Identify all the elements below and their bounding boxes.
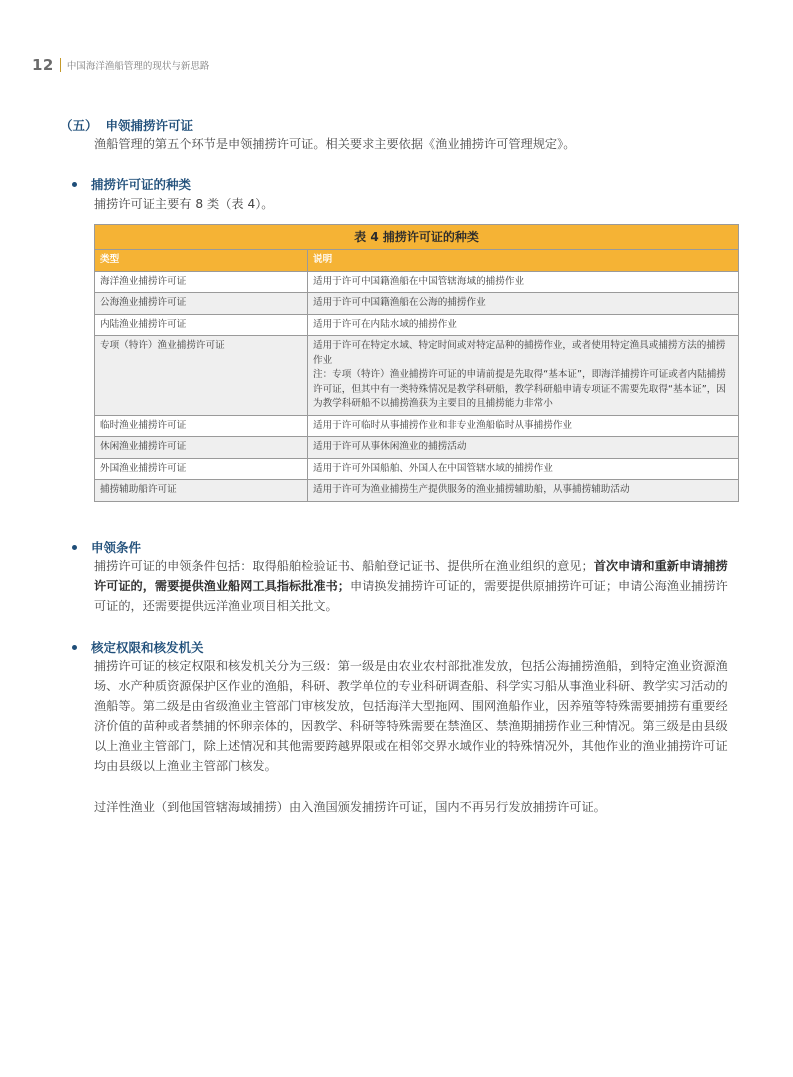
table-cell-note: 注：专项（特许）渔业捕捞许可证的申请前提是先取得“基本证”，即海洋捕捞许可证或者内陆捕捞许可证，但其中有一类特殊情况是教学科研船，教学科研船申请专项证不需要先取得“基本证”，因为教学科研船不以捕捞渔获为主要目的且捕捞能力非常小 — [313, 369, 726, 409]
bullet-dot-icon — [72, 645, 77, 650]
bullet-dot-icon — [72, 182, 77, 187]
page-header — [32, 56, 209, 74]
bullet-conditions — [72, 538, 141, 556]
table-row — [95, 459, 738, 481]
table-header-type: 类型 — [95, 250, 308, 271]
table-cell-desc: 适用于许可临时从事捕捞作业和非专业渔船临时从事捕捞作业 — [313, 419, 573, 431]
conditions-text — [94, 556, 739, 616]
table-cell-desc: 适用于许可为渔业捕捞生产提供服务的渔业捕捞辅助船，从事捕捞辅助活动 — [313, 484, 630, 495]
table-cell-type: 公海渔业捕捞许可证 — [95, 293, 308, 314]
table-cell-type: 临时渔业捕捞许可证 — [95, 416, 308, 437]
table-cell-desc: 适用于许可外国船舶、外国人在中国管辖水域的捕捞作业 — [313, 462, 553, 474]
conditions-text-b: 申请换发捕捞许可证的，需要提供原捕捞许可证；申请公海渔业捕捞许可证的，还需要提供远洋渔业项目相关批文。 — [94, 579, 728, 613]
bullet-dot-icon — [72, 545, 77, 550]
types-text: 捕捞许可证主要有 8 类（表 4）。 — [94, 197, 274, 211]
table-cell-type: 内陆渔业捕捞许可证 — [95, 315, 308, 336]
header-divider — [60, 58, 61, 72]
types-heading: 捕捞许可证的种类 — [91, 177, 192, 192]
license-types-table — [94, 224, 739, 502]
bullet-authority — [72, 638, 204, 656]
table-cell-desc: 适用于许可中国籍渔船在公海的捕捞作业 — [313, 297, 486, 308]
conditions-text-bold: 首次申请和重新申请捕捞许可证的，需要提供渔业船网工具指标批准书； — [94, 559, 728, 593]
table-cell-desc: 适用于许可从事休闲渔业的捕捞活动 — [313, 441, 467, 452]
table-cell-desc: 适用于许可在内陆水域的捕捞作业 — [313, 318, 457, 330]
section-title: 申领捕捞许可证 — [105, 118, 194, 133]
table-caption: 表 4 捕捞许可证的种类 — [95, 225, 738, 250]
authority-text: 捕捞许可证的核定权限和核发机关分为三级：第一级是由农业农村部批准发放，包括公海捕捞渔船，到特定渔业资源渔场、水产种质资源保护区作业的渔船，科研、教学单位的专业科研调查船、科学实习船从事渔业科研、教学实习活动的渔船等。第二级是由省级渔业主管部门审核发放，包括海洋大型拖网、围网渔船作业，因养殖等特殊需要捕捞有重要经济价值的苗种或者禁捕的怀卵亲体的，因教学、科研等特殊需要在禁渔区、禁渔期捕捞作业三种情况。第三级是由县级以上渔业主管部门，除上述情况和其他需要跨越界限或在相邻交界水域作业的特殊情况外，其他作业的渔业捕捞许可证均由县级以上渔业主管部门核发。 — [94, 659, 728, 773]
conditions-heading: 申领条件 — [91, 540, 142, 555]
section-heading — [60, 116, 193, 134]
table-row — [95, 416, 738, 438]
authority-closing: 过洋性渔业（到他国管辖海域捕捞）由入渔国颁发捕捞许可证，国内不再另行发放捕捞许可证。 — [94, 800, 606, 814]
running-title: 中国海洋渔船管理的现状与新思路 — [66, 61, 210, 72]
table-row — [95, 336, 738, 416]
table-cell-desc-main: 适用于许可在特定水域、特定时间或对特定品种的捕捞作业，或者使用特定渔具或捕捞方法的捕捞作业 — [313, 340, 726, 366]
table-row — [95, 272, 738, 294]
authority-heading: 核定权限和核发机关 — [91, 640, 204, 655]
table-cell-type: 专项（特许）渔业捕捞许可证 — [95, 336, 308, 415]
section-intro: 渔船管理的第五个环节是申领捕捞许可证。相关要求主要依据《渔业捕捞许可管理规定》。 — [94, 137, 576, 151]
page-number: 12 — [32, 56, 54, 74]
table-cell-desc: 适用于许可中国籍渔船在中国管辖海域的捕捞作业 — [313, 275, 525, 287]
conditions-text-a: 捕捞许可证的申领条件包括：取得船舶检验证书、船舶登记证书、提供所在渔业组织的意见； — [94, 559, 594, 573]
table-row — [95, 315, 738, 337]
table-row — [95, 293, 738, 315]
table-row — [95, 480, 738, 501]
table-header-desc: 说明 — [313, 254, 333, 265]
table-cell-type: 捕捞辅助船许可证 — [95, 480, 308, 501]
table-row — [95, 437, 738, 459]
table-cell-type: 休闲渔业捕捞许可证 — [95, 437, 308, 458]
table-cell-type: 海洋渔业捕捞许可证 — [95, 272, 308, 293]
table-cell-desc — [308, 336, 738, 415]
table-header-row — [95, 250, 738, 272]
table-cell-type: 外国渔业捕捞许可证 — [95, 459, 308, 480]
section-number: （五） — [60, 118, 98, 133]
bullet-types — [72, 175, 191, 193]
